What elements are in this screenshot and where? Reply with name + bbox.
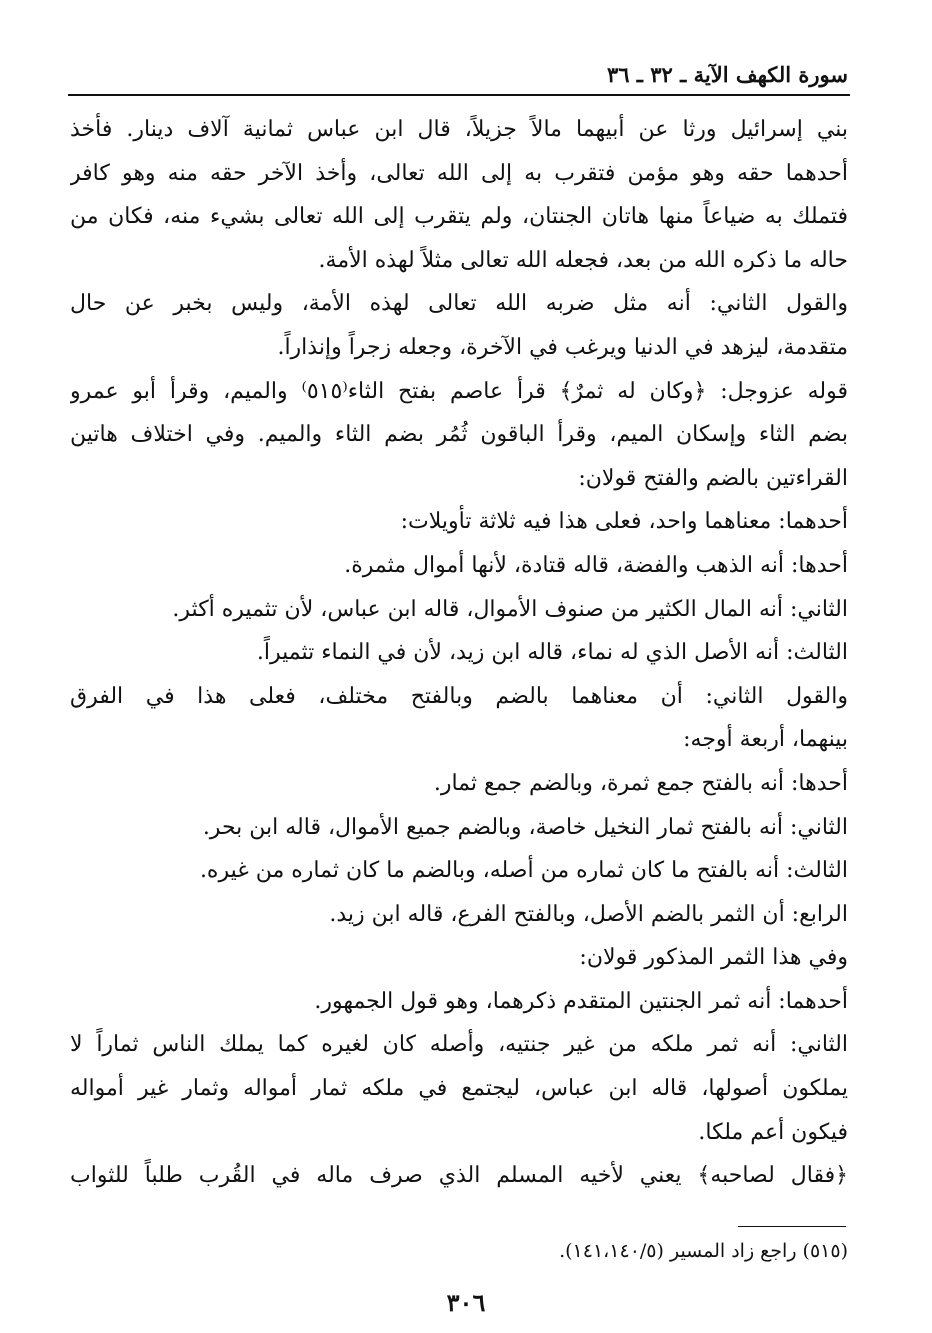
text-line: أحدها: أنه بالفتح جمع ثمرة، وبالضم جمع ثمار. <box>433 770 848 796</box>
text-line: الثاني: أنه المال الكثير من صنوف الأموال، قاله ابن عباس، لأن تثميره أكثر. <box>172 596 848 622</box>
text-line: متقدمة، ليزهد في الدنيا ويرغب في الآخرة، وجعله زجراً وإنذاراً. <box>277 334 848 360</box>
text-line: بينهما، أربعة أوجه: <box>683 727 848 753</box>
text-line: أحدهما حقه وهو مؤمن فتقرب به إلى الله تعالى، وأخذ الآخر حقه منه وهو كافر <box>70 160 848 186</box>
text-line: الثالث: أنه بالفتح ما كان ثماره من أصله، وبالضم ما كان ثماره من غيره. <box>199 858 848 884</box>
text-line: يملكون أصولها، قاله ابن عباس، ليجتمع في ملكه ثمار أمواله وثمار غير أمواله <box>70 1076 848 1102</box>
text-line: أحدها: أنه الذهب والفضة، قاله قتادة، لأنها أموال مثمرة. <box>344 552 848 578</box>
text-line: حاله ما ذكره الله من بعد، فجعله الله تعالى مثلاً لهذه الأمة. <box>318 247 848 273</box>
page-number: ٣٠٦ <box>446 1288 486 1317</box>
footnote-divider <box>738 1226 846 1227</box>
text-line: فتملك به ضياعاً منها هاتان الجنتان، ولم يتقرب إلى الله تعالى بشيء منه، فكان من <box>70 204 848 230</box>
text-line: ﴿فقال لصاحبه﴾ يعني لأخيه المسلم الذي صرف ماله في القُرب طلباً للثواب <box>70 1163 848 1189</box>
text-line: الثاني: أنه ثمر ملكه من غير جنتيه، وأصله كان لغيره كما يملك الناس ثماراً لا <box>70 1032 848 1058</box>
text-line: الثاني: أنه بالفتح ثمار النخيل خاصة، وبالضم جميع الأموال، قاله ابن بحر. <box>202 814 848 840</box>
footnote: (٥١٥) راجع زاد المسير (١٤١،١٤٠/٥). <box>559 1240 848 1262</box>
running-header <box>68 58 850 96</box>
text-line: الثالث: أنه الأصل الذي له نماء، قاله ابن زيد، لأن في النماء تثميراً. <box>256 640 848 666</box>
text-line: الرابع: أن الثمر بالضم الأصل، وبالفتح الفرع، قاله ابن زيد. <box>329 901 848 927</box>
text-line: وفي هذا الثمر المذكور قولان: <box>579 945 848 971</box>
text-line: بني إسرائيل ورثا عن أبيهما مالاً جزيلاً، قال ابن عباس ثمانية آلاف دينار. فأخذ <box>70 117 848 142</box>
text-line: قوله عزوجل: ﴿وكان له ثمرٌ﴾ قرأ عاصم بفتح الثاء⁽٥١٥⁾ والميم، وقرأ أبو عمرو <box>70 378 848 404</box>
text-line: والقول الثاني: أنه مثل ضربه الله تعالى لهذه الأمة، وليس بخبر عن حال <box>70 291 848 317</box>
text-line: والقول الثاني: أن معناهما بالضم وبالفتح مختلف، فعلى هذا في الفرق <box>70 683 848 709</box>
text-line: أحدهما: معناهما واحد، فعلى هذا فيه ثلاثة تأويلات: <box>400 509 848 535</box>
text-line: بضم الثاء وإسكان الميم، وقرأ الباقون ثُمُر بضم الثاء والميم. وفي اختلاف هاتين <box>70 422 848 448</box>
text-line: القراءتين بالضم والفتح قولان: <box>578 465 848 491</box>
text-line: فيكون أعم ملكا. <box>698 1119 848 1145</box>
main-text <box>70 108 848 1198</box>
header-title: سورة الكهف الآية ـ ٣٢ ـ ٣٦ <box>606 62 848 87</box>
text-line: أحدهما: أنه ثمر الجنتين المتقدم ذكرهما، وهو قول الجمهور. <box>314 988 848 1014</box>
